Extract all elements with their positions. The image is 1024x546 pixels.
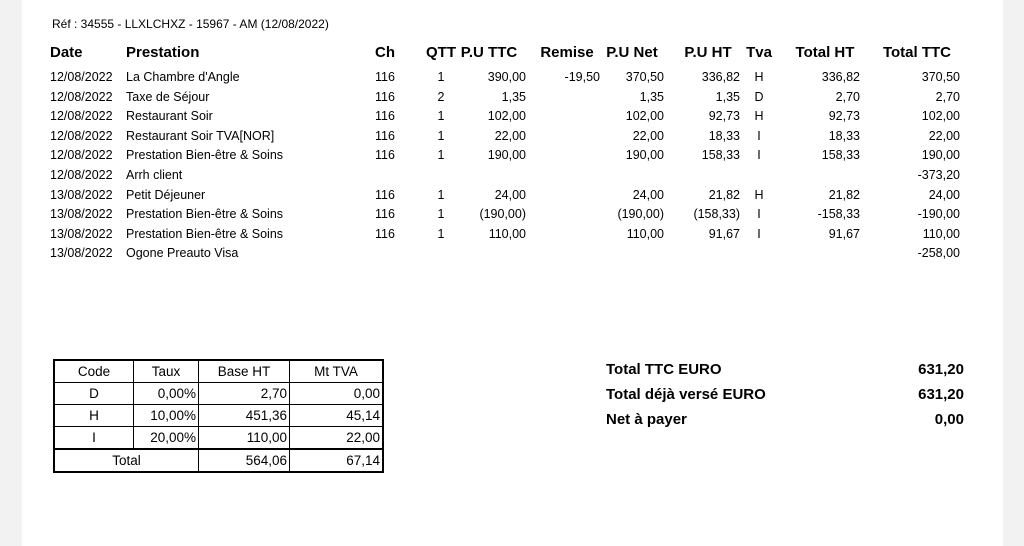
invoice-line-row (22, 129, 1003, 148)
line-quantity: 1 (437, 128, 445, 143)
line-prestation: Arrh client (126, 168, 183, 182)
line-room: 116 (375, 226, 395, 241)
vat-total-row (54, 449, 383, 472)
line-unit-price-ttc: 102,00 (487, 109, 526, 124)
line-vat-code: I (757, 207, 761, 222)
line-quantity: 1 (437, 70, 445, 84)
line-vat-code: H (754, 109, 764, 124)
line-unit-price-ht: 21,82 (708, 187, 740, 202)
header-pu-ht: P.U HT (684, 44, 732, 61)
invoice-line-row (22, 109, 1003, 128)
line-total-ttc: 102,00 (921, 109, 960, 124)
total-paid-row (606, 386, 964, 411)
invoice-line-row (22, 70, 1003, 89)
line-vat-code: H (754, 70, 764, 84)
line-date: 12/08/2022 (50, 148, 113, 163)
net-to-pay-label: Net à payer (606, 411, 687, 428)
line-total-ttc: 22,00 (928, 128, 960, 143)
line-prestation: La Chambre d'Angle (126, 70, 240, 84)
line-quantity: 1 (437, 187, 445, 202)
line-unit-price-ttc: 390,00 (487, 70, 526, 84)
invoice-sheet (22, 0, 1003, 546)
line-vat-code: D (754, 89, 764, 104)
vat-summary-table (53, 359, 384, 473)
invoice-line-row (22, 227, 1003, 246)
line-date: 12/08/2022 (50, 168, 113, 182)
net-to-pay-value: 0,00 (934, 411, 964, 428)
vat-rate: 10,00% (134, 405, 199, 427)
line-total-ht: 158,33 (821, 148, 860, 163)
line-unit-price-net: 24,00 (632, 187, 664, 202)
line-date: 13/08/2022 (50, 226, 113, 241)
invoice-line-row (22, 168, 1003, 187)
vat-row (54, 405, 383, 427)
vat-code: H (54, 405, 134, 427)
line-vat-code: H (754, 187, 764, 202)
line-unit-price-net: 22,00 (632, 128, 664, 143)
line-room: 116 (375, 70, 395, 84)
line-quantity: 1 (437, 109, 445, 124)
vat-rate: 0,00% (134, 383, 199, 405)
line-unit-price-ttc: 1,35 (501, 89, 526, 104)
line-room: 116 (375, 89, 395, 104)
line-total-ttc: -373,20 (917, 168, 960, 182)
line-total-ht: 336,82 (821, 70, 860, 84)
vat-total-base-ht: 564,06 (199, 449, 290, 472)
line-total-ttc: 24,00 (928, 187, 960, 202)
line-prestation: Prestation Bien-être & Soins (126, 148, 284, 163)
line-unit-price-net: 102,00 (625, 109, 664, 124)
line-total-ht: 18,33 (828, 128, 860, 143)
line-room: 116 (375, 109, 395, 124)
line-unit-price-ttc: 110,00 (488, 226, 526, 241)
line-total-ht: -158,33 (817, 207, 860, 222)
line-room: 116 (375, 128, 395, 143)
line-date: 13/08/2022 (50, 207, 113, 222)
invoice-line-row (22, 90, 1003, 109)
line-prestation: Restaurant Soir (126, 109, 213, 124)
line-prestation: Prestation Bien-être & Soins (126, 226, 284, 241)
line-total-ttc: 370,50 (921, 70, 960, 84)
vat-total-label: Total (54, 449, 199, 472)
invoice-reference: Réf : 34555 - LLXLCHXZ - 15967 - AM (12/08/2022) (52, 17, 329, 31)
line-room: 116 (375, 187, 395, 202)
header-remise: Remise (540, 44, 594, 61)
vat-base-ht: 2,70 (199, 383, 290, 405)
line-prestation: Petit Déjeuner (126, 187, 206, 202)
line-total-ttc: 2,70 (935, 89, 960, 104)
vat-total-amount: 67,14 (290, 449, 384, 472)
line-prestation: Prestation Bien-être & Soins (126, 207, 284, 222)
header-pu-ttc: P.U TTC (460, 44, 518, 61)
line-unit-price-net: (190,00) (617, 207, 664, 222)
header-prestation: Prestation (126, 44, 200, 61)
line-room: 116 (375, 207, 395, 222)
vat-amount: 0,00 (290, 383, 384, 405)
header-total-ht: Total HT (795, 44, 855, 61)
line-date: 12/08/2022 (50, 128, 113, 143)
line-unit-price-ht: (158,33) (693, 207, 740, 222)
line-date: 13/08/2022 (50, 187, 113, 202)
total-paid-label: Total déjà versé EURO (606, 386, 766, 403)
vat-header-base-ht: Base HT (199, 360, 290, 383)
total-ttc-label: Total TTC EURO (606, 361, 722, 378)
vat-base-ht: 110,00 (199, 427, 290, 450)
invoice-line-row (22, 207, 1003, 226)
header-total-ttc: Total TTC (882, 44, 952, 61)
vat-row (54, 427, 383, 450)
invoice-line-row (22, 148, 1003, 167)
line-total-ttc: 110,00 (922, 226, 960, 241)
line-date: 12/08/2022 (50, 70, 113, 84)
total-ttc-row (606, 361, 964, 386)
line-total-ttc: -258,00 (917, 246, 960, 261)
vat-header-taux: Taux (134, 360, 199, 383)
vat-rate: 20,00% (134, 427, 199, 450)
header-ch: Ch (375, 44, 395, 61)
line-total-ttc: -190,00 (917, 207, 960, 222)
line-unit-price-ht: 92,73 (708, 109, 740, 124)
line-date: 12/08/2022 (50, 109, 113, 124)
vat-header-row (54, 360, 383, 383)
header-qtt: QTT (426, 44, 456, 61)
line-quantity: 2 (437, 89, 445, 104)
line-quantity: 1 (437, 226, 445, 241)
line-vat-code: I (757, 226, 761, 241)
line-prestation: Ogone Preauto Visa (126, 246, 239, 261)
line-unit-price-ttc: 190,00 (487, 148, 526, 163)
vat-header-code: Code (54, 360, 134, 383)
line-total-ttc: 190,00 (921, 148, 960, 163)
line-total-ht: 21,82 (828, 187, 860, 202)
line-prestation: Taxe de Séjour (126, 89, 210, 104)
line-total-ht: 2,70 (835, 89, 860, 104)
vat-row (54, 383, 383, 405)
lines-header (22, 44, 1003, 64)
line-total-ht: 92,73 (828, 109, 860, 124)
total-ttc-value: 631,20 (918, 361, 964, 378)
line-room: 116 (375, 148, 395, 163)
line-unit-price-ttc: 22,00 (494, 128, 526, 143)
invoice-line-row (22, 246, 1003, 265)
line-quantity: 1 (437, 207, 445, 222)
line-unit-price-ht: 158,33 (701, 148, 740, 163)
total-paid-value: 631,20 (918, 386, 964, 403)
line-date: 12/08/2022 (50, 89, 113, 104)
header-pu-net: P.U Net (606, 44, 658, 61)
header-date: Date (50, 44, 83, 61)
vat-base-ht: 451,36 (199, 405, 290, 427)
line-unit-price-ht: 1,35 (715, 89, 740, 104)
line-unit-price-ttc: 24,00 (494, 187, 526, 202)
line-unit-price-ht: 336,82 (701, 70, 740, 84)
line-quantity: 1 (437, 148, 445, 163)
line-unit-price-net: 370,50 (625, 70, 664, 84)
line-unit-price-net: 1,35 (639, 89, 664, 104)
line-vat-code: I (757, 128, 761, 143)
line-prestation: Restaurant Soir TVA[NOR] (126, 128, 275, 143)
line-unit-price-ttc: (190,00) (479, 207, 526, 222)
line-date: 13/08/2022 (50, 246, 113, 261)
line-unit-price-ht: 91,67 (708, 226, 740, 241)
line-vat-code: I (757, 148, 761, 163)
totals-block (606, 361, 964, 436)
vat-code: D (54, 383, 134, 405)
vat-code: I (54, 427, 134, 450)
net-to-pay-row (606, 411, 964, 436)
header-tva: Tva (746, 44, 772, 61)
vat-header-mt-tva: Mt TVA (290, 360, 384, 383)
vat-amount: 45,14 (290, 405, 384, 427)
line-discount: -19,50 (564, 70, 600, 84)
line-unit-price-net: 110,00 (626, 226, 664, 241)
vat-amount: 22,00 (290, 427, 384, 450)
line-total-ht: 91,67 (828, 226, 860, 241)
line-unit-price-ht: 18,33 (708, 128, 740, 143)
invoice-line-row (22, 188, 1003, 207)
line-unit-price-net: 190,00 (625, 148, 664, 163)
